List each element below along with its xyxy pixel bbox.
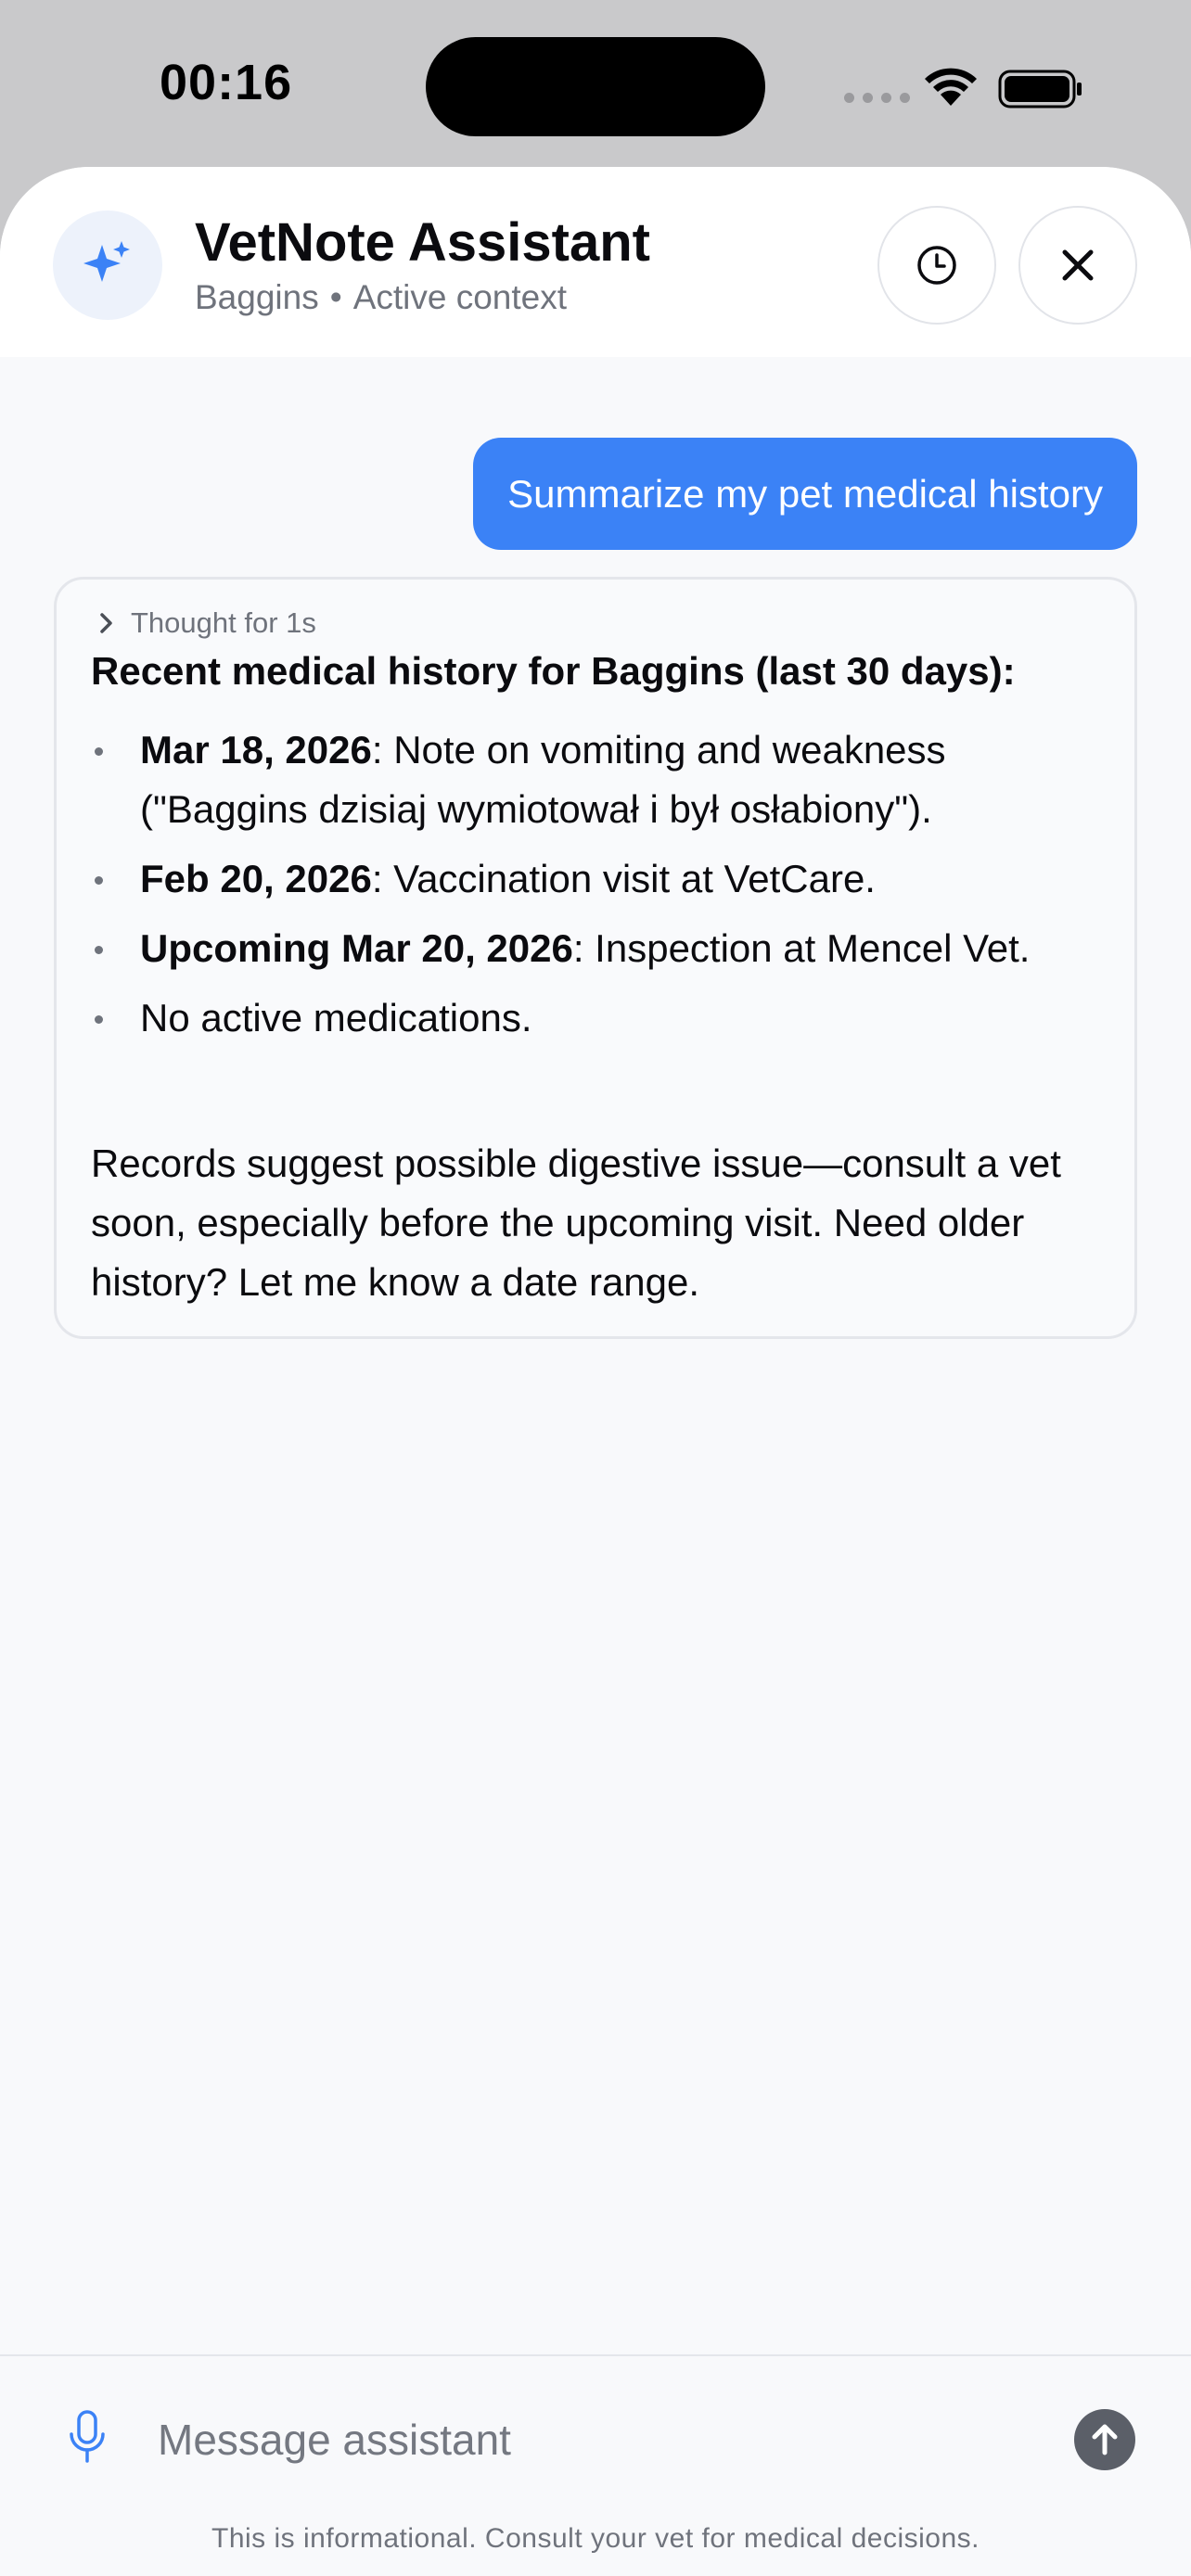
microphone-icon — [67, 2409, 108, 2465]
item-text: No active medications. — [140, 996, 532, 1039]
close-icon — [1059, 247, 1096, 284]
subtitle-separator: • — [329, 278, 342, 316]
list-item — [91, 919, 1111, 978]
answer-heading: Recent medical history for Baggins (last 30 days): — [91, 649, 1016, 693]
thought-label: Thought for 1s — [131, 606, 316, 639]
list-item — [91, 849, 1111, 909]
item-text: : Vaccination visit at VetCare. — [371, 857, 876, 900]
arrow-up-icon — [1088, 2421, 1121, 2458]
message-input[interactable] — [158, 2403, 1039, 2477]
user-message-bubble: Summarize my pet medical history — [473, 438, 1137, 550]
item-date: Feb 20, 2026 — [140, 857, 372, 900]
list-item — [91, 721, 1111, 839]
battery-icon — [998, 69, 1083, 109]
list-item — [91, 988, 1111, 1048]
thought-toggle[interactable] — [97, 606, 316, 640]
send-button[interactable] — [1074, 2409, 1135, 2470]
history-list — [91, 721, 1111, 1058]
assistant-message-card — [54, 577, 1137, 1339]
dynamic-island — [426, 37, 765, 136]
sparkles-icon — [53, 210, 162, 320]
status-time: 00:16 — [160, 55, 293, 110]
item-text: : Note on vomiting and weakness ("Baggins dzisiaj wymiotował i był osłabiony"). — [140, 728, 946, 831]
history-button[interactable] — [877, 206, 996, 325]
microphone-button[interactable] — [59, 2404, 115, 2469]
item-date: Upcoming Mar 20, 2026 — [140, 926, 573, 970]
pet-name: Baggins — [195, 278, 319, 316]
chevron-right-icon — [97, 611, 116, 635]
chat-thread[interactable] — [0, 357, 1191, 2327]
context-label: Active context — [352, 278, 568, 316]
disclaimer-text: This is informational. Consult your vet for medical decisions. — [211, 2523, 980, 2554]
close-button[interactable] — [1018, 206, 1137, 325]
answer-summary: Records suggest possible digestive issue—consult a vet soon, especially before the upcoming visit. Need older history? Let me know a date range. — [91, 1141, 1061, 1304]
wifi-icon — [922, 65, 980, 108]
item-text: : Inspection at Mencel Vet. — [572, 926, 1031, 970]
page-title: VetNote Assistant — [195, 212, 650, 273]
cellular-signal-icon — [844, 93, 910, 103]
clock-icon — [915, 243, 959, 287]
status-bar — [0, 0, 1191, 167]
assistant-header — [0, 167, 1191, 357]
assistant-sheet — [0, 167, 1191, 2576]
item-date: Mar 18, 2026 — [140, 728, 372, 772]
context-subtitle — [195, 278, 567, 317]
message-composer — [0, 2354, 1191, 2576]
